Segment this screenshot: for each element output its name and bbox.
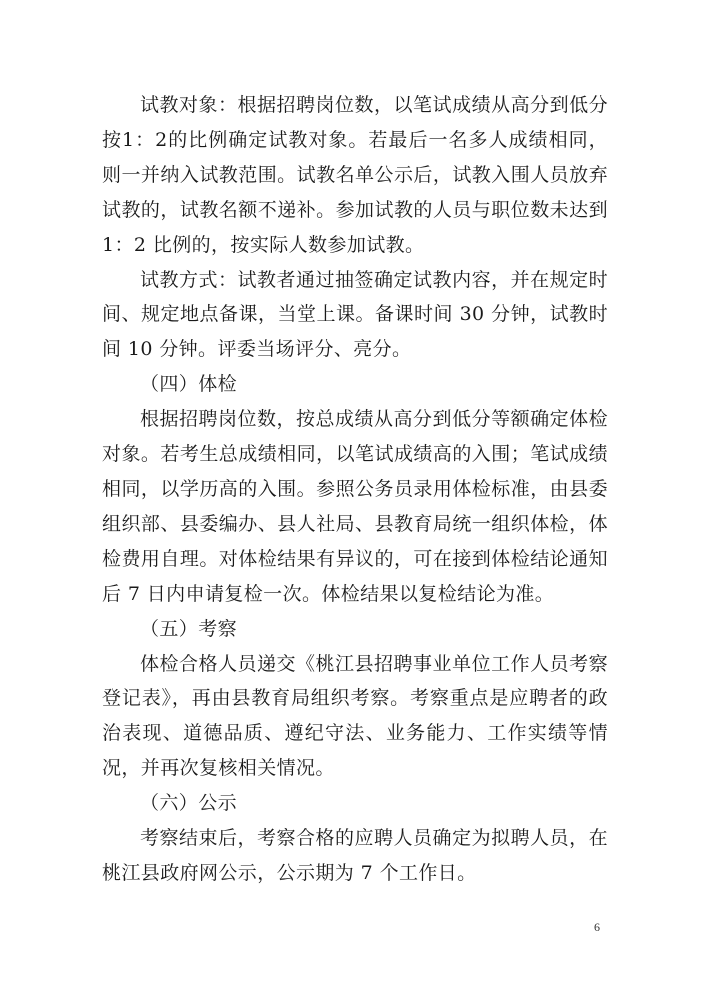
section-heading-medical-exam: （四）体检: [140, 373, 238, 396]
paragraph-publicity: 考察结束后，考察合格的应聘人员确定为拟聘人员，在桃江县政府网公示，公示期为 7 个工作日。: [102, 827, 608, 884]
paragraph-trial-teaching-candidates: 试教对象：根据招聘岗位数，以笔试成绩从高分到低分按1：2的比例确定试教对象。若最后一名多人成绩相同，则一并纳入试教范围。试教名单公示后，试教入围人员放弃试教的，试教名额不递补。参加试教的人员与职位数未达到 1：2 比例的，按实际人数参加试教。: [102, 94, 608, 256]
paragraph-medical-exam: 根据招聘岗位数，按总成绩从高分到低分等额确定体检对象。若考生总成绩相同，以笔试成绩高的入围；笔试成绩相同，以学历高的入围。参照公务员录用体检标准，由县委组织部、县委编办、县人社局、县教育局统一组织体检，体检费用自理。对体检结果有异议的，可在接到体检结论通知后 7 日内申请复检一次。体检结果以复检结论为准。: [102, 408, 608, 605]
paragraph-inspection: 体检合格人员递交《桃江县招聘事业单位工作人员考察登记表》，再由县教育局组织考察。考察重点是应聘者的政治表现、道德品质、遵纪守法、业务能力、工作实绩等情况，并再次复核相关情况。: [102, 652, 608, 780]
document-body: [102, 88, 608, 891]
section-heading-publicity: （六）公示: [140, 792, 238, 815]
paragraph-trial-teaching-method: 试教方式：试教者通过抽签确定试教内容，并在规定时间、规定地点备课，当堂上课。备课时间 30 分钟，试教时间 10 分钟。评委当场评分、亮分。: [102, 268, 608, 361]
section-heading-inspection: （五）考察: [140, 617, 238, 640]
page-number: 6: [594, 920, 600, 934]
